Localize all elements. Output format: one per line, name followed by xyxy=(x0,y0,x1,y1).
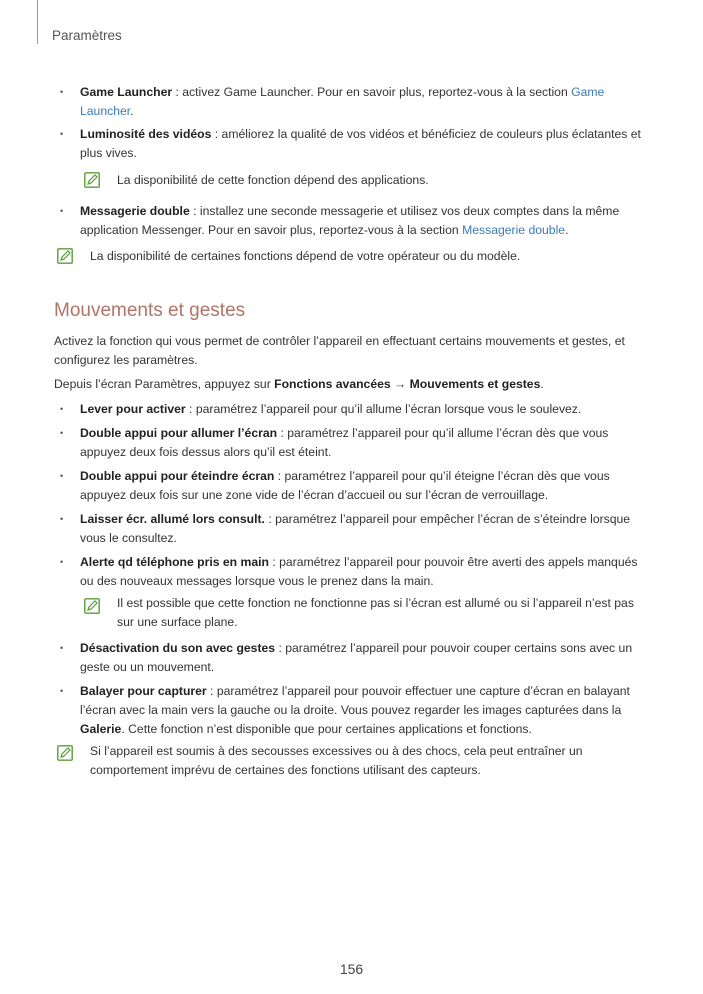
list-item xyxy=(80,553,645,591)
messagerie-double-link[interactable]: Messagerie double xyxy=(462,223,566,237)
path-arrow: → xyxy=(390,377,410,391)
note-icon xyxy=(84,598,100,614)
list-item xyxy=(80,467,645,505)
list-item xyxy=(80,83,645,121)
note-text: Il est possible que cette fonction ne fonctionne pas si l’écran est allumé ou si l’appareil n’est pas sur une surface plane. xyxy=(117,596,634,629)
note-text: La disponibilité de certaines fonctions dépend de votre opérateur ou du modèle. xyxy=(90,249,521,263)
list-item xyxy=(80,202,645,240)
list-item xyxy=(80,400,645,419)
bullet-term: Game Launcher xyxy=(80,85,173,99)
bullet-text: : paramétrez l’appareil pour qu’il éteigne l’écran dès que vous appuyez deux fois sur une zone vide de l’écran d’accueil ou sur l’écran de verrouillage. xyxy=(80,469,610,502)
bullet-term: Double appui pour allumer l’écran xyxy=(80,426,278,440)
page-header-title: Paramètres xyxy=(52,28,122,43)
game-launcher-link[interactable]: Game Launcher xyxy=(80,85,605,118)
list-item xyxy=(80,639,645,677)
bullet-text: : activez Game Launcher. Pour en savoir plus, reportez-vous à la section xyxy=(172,85,572,99)
bullet-text: : paramétrez l’appareil pour pouvoir couper certains sons avec un geste ou un mouvement. xyxy=(80,641,633,674)
bullet-text: : paramétrez l’appareil pour qu’il allume l’écran dès que vous appuyez deux fois dessus alors qu’il est éteint. xyxy=(80,426,609,459)
bullet-text: : paramétrez l’appareil pour pouvoir effectuer une capture d’écran en balayant l’écran avec la main vers la gauche ou la droite. Vous pouvez regarder les images capturées dans la xyxy=(80,684,630,717)
bullet-text: : installez une seconde messagerie et utilisez vos deux comptes dans la même application Messenger. Pour en savoir plus, reportez-vous à la section xyxy=(80,204,620,237)
list-item xyxy=(80,682,645,739)
bullet-text: : paramétrez l’appareil pour pouvoir être averti des appels manqués ou des nouveaux messages lorsque vous le prenez dans la main. xyxy=(80,555,638,588)
bullet-term: Luminosité des vidéos xyxy=(80,127,212,141)
note-text: La disponibilité de cette fonction dépend des applications. xyxy=(117,173,429,187)
bullet-term: Messagerie double xyxy=(80,204,190,218)
bullet-term: Désactivation du son avec gestes xyxy=(80,641,276,655)
note-icon xyxy=(84,172,100,188)
bullet-term: Double appui pour éteindre écran xyxy=(80,469,275,483)
note-icon xyxy=(57,745,73,761)
path-advanced-features: Fonctions avancées xyxy=(274,377,391,391)
bullet-end: . xyxy=(565,223,569,237)
path-prefix: Depuis l’écran Paramètres, appuyez sur xyxy=(54,377,275,391)
gallery-term: Galerie xyxy=(80,722,122,736)
navigation-path xyxy=(54,375,644,394)
bullet-term: Laisser écr. allumé lors consult. xyxy=(80,512,265,526)
path-motions-gestures: Mouvements et gestes xyxy=(409,377,541,391)
bullet-end: . xyxy=(130,104,134,118)
section-intro: Activez la fonction qui vous permet de contrôler l’appareil en effectuant certains mouvements et gestes, et configurez les paramètres. xyxy=(54,334,625,367)
bullet-text: : paramétrez l’appareil pour empêcher l’écran de s’éteindre lorsque vous le consultez. xyxy=(80,512,631,545)
page-number: 156 xyxy=(339,961,364,977)
bullet-term: Lever pour activer xyxy=(80,402,186,416)
list-item xyxy=(80,510,645,548)
note-text: Si l’appareil est soumis à des secousses excessives ou à des chocs, cela peut entraîner un comportement imprévu de certaines des fonctions utilisant des capteurs. xyxy=(90,744,583,777)
bullet-text-end: . Cette fonction n’est disponible que pour certaines applications et fonctions. xyxy=(121,722,532,736)
section-title: Mouvements et gestes xyxy=(54,300,246,321)
bullet-term: Alerte qd téléphone pris en main xyxy=(80,555,269,569)
note-icon xyxy=(57,248,73,264)
bullet-text: : améliorez la qualité de vos vidéos et bénéficiez de couleurs plus éclatantes et plus vives. xyxy=(80,127,641,160)
path-end: . xyxy=(540,377,544,391)
list-item xyxy=(80,125,645,163)
list-item xyxy=(80,424,645,462)
bullet-text: : paramétrez l’appareil pour qu’il allume l’écran lorsque vous le soulevez. xyxy=(185,402,582,416)
bullet-term: Balayer pour capturer xyxy=(80,684,207,698)
